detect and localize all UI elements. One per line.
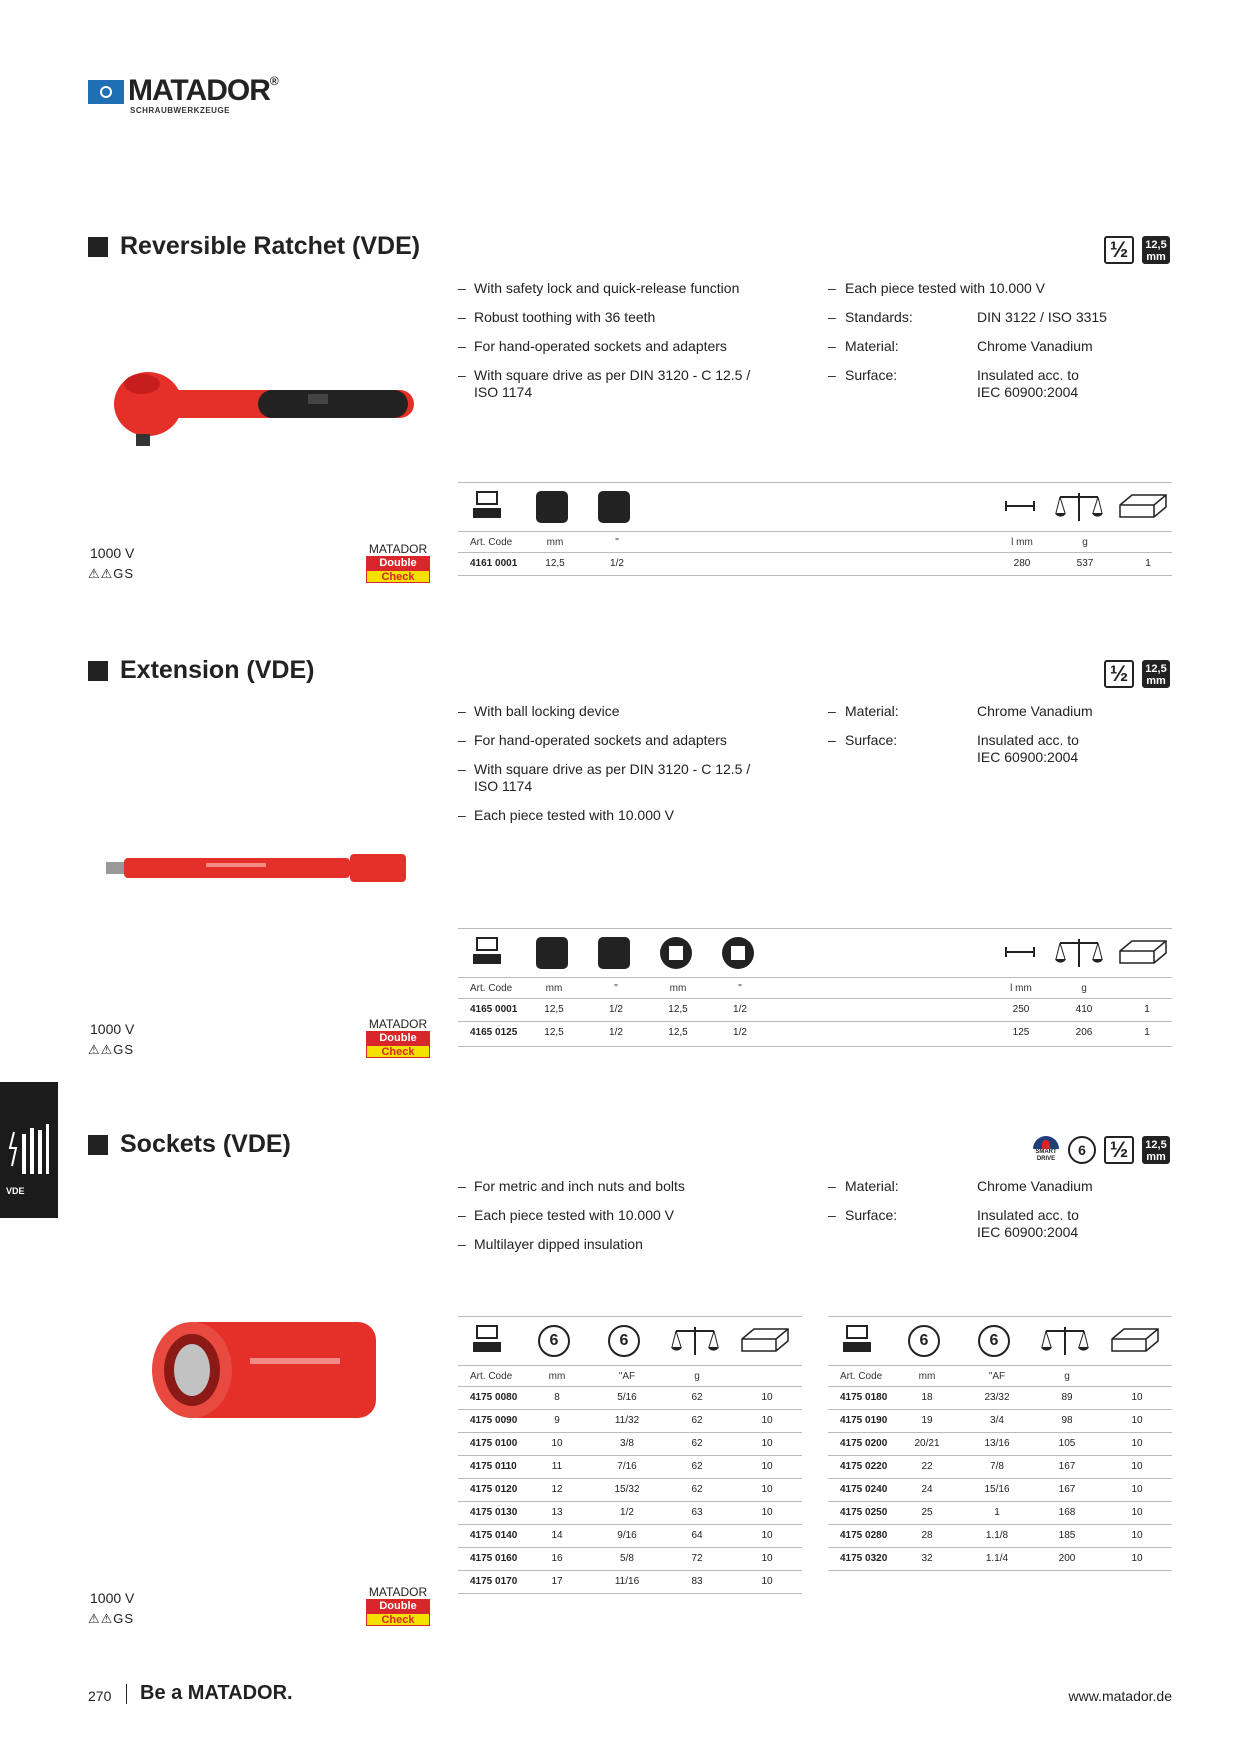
sockets-spec-material-value: Chrome Vanadium — [977, 1178, 1093, 1194]
ratchet-table — [458, 482, 1172, 576]
table-row[interactable]: 4175 0220 22 7/8 167 10 — [828, 1456, 1172, 1479]
sockets-spec-material-label: – Material: — [828, 1178, 899, 1194]
length-icon — [1005, 501, 1035, 511]
table-row[interactable]: 4165 0125 12,5 1/2 12,5 1/2 125 206 1 — [458, 1022, 1172, 1047]
table-icon-row — [828, 1317, 1172, 1366]
table-row[interactable]: 4175 0130 13 1/2 63 10 — [458, 1502, 802, 1525]
laptop-icon — [476, 491, 500, 521]
table-body — [458, 1387, 802, 1594]
table-body — [828, 1387, 1172, 1571]
length-icon — [1005, 947, 1035, 957]
brand-logo — [88, 74, 308, 118]
table-row[interactable]: 4161 0001 12,5 1/2 280 537 1 — [458, 553, 1172, 576]
extension-title: Extension (VDE) — [88, 656, 314, 685]
table-header: Art. Code mm "AF g — [828, 1366, 1172, 1387]
mm-badge: 12,5 mm — [1142, 1136, 1170, 1164]
smart-drive-badge: SMART DRIVE — [1032, 1136, 1060, 1164]
bullet: – Multilayer dipped insulation — [458, 1236, 643, 1252]
bullet-cont: ISO 1174 — [474, 384, 533, 400]
weight-scale-icon — [670, 1325, 720, 1359]
title-square-icon — [88, 237, 108, 257]
voltage-label: 1000 V — [90, 545, 135, 561]
square-socket-icon — [660, 937, 692, 969]
table-row[interactable]: 4175 0090 9 11/32 62 10 — [458, 1410, 802, 1433]
sockets-spec-surface-value: Insulated acc. to IEC 60900:2004 — [977, 1207, 1079, 1240]
sockets-bullets — [458, 1178, 798, 1253]
extension-table — [458, 928, 1172, 1047]
laptop-icon — [476, 937, 500, 967]
title-square-icon — [88, 1135, 108, 1155]
table-icon-row — [458, 1317, 802, 1366]
cert-icons: ⚠⚠GS — [88, 566, 135, 581]
bullet: – Each piece tested with 10.000 V — [458, 1207, 675, 1223]
ratchet-spec-material-value: Chrome Vanadium — [977, 338, 1093, 354]
tools-icon — [8, 1120, 52, 1178]
laptop-icon — [846, 1325, 870, 1355]
table-row[interactable]: 4175 0240 24 15/16 167 10 — [828, 1479, 1172, 1502]
cert-icons: ⚠⚠GS — [88, 1042, 135, 1057]
ratchet-spec-surface-label: – Surface: — [828, 367, 898, 383]
weight-scale-icon — [1054, 937, 1104, 971]
page-number: 270 — [88, 1688, 112, 1704]
table-header: Art. Code mm "AF g — [458, 1366, 802, 1387]
cert-icons: ⚠⚠GS — [88, 1611, 135, 1626]
table-row[interactable]: 4175 0280 28 1.1/8 185 10 — [828, 1525, 1172, 1548]
bullet: – With square drive as per DIN 3120 - C 12.5 / — [458, 367, 751, 383]
double-check-badge: MATADOR Double Check — [366, 542, 430, 583]
ratchet-spec-material-label: – Material: — [828, 338, 899, 354]
sockets-spec-surface-label: – Surface: — [828, 1207, 898, 1223]
hex-socket-icon: 6 — [538, 1325, 570, 1357]
bullet: – With safety lock and quick-release function — [458, 280, 740, 296]
table-row[interactable]: 4175 0250 25 1 168 10 — [828, 1502, 1172, 1525]
bullet: – With ball locking device — [458, 703, 620, 719]
voltage-label: 1000 V — [90, 1021, 135, 1037]
smart-drive-icon — [1033, 1136, 1059, 1149]
table-row[interactable]: 4175 0120 12 15/32 62 10 — [458, 1479, 802, 1502]
table-row[interactable]: 4175 0180 18 23/32 89 10 — [828, 1387, 1172, 1410]
hex-six-badge: 6 — [1068, 1136, 1096, 1164]
side-tab-label: VDE — [6, 1186, 25, 1196]
table-icon-row — [458, 929, 1172, 978]
extension-image — [106, 850, 416, 886]
footer-slogan: Be a MATADOR. — [140, 1682, 293, 1704]
hex-socket-icon: 6 — [608, 1325, 640, 1357]
hex-socket-icon: 6 — [978, 1325, 1010, 1357]
brand-name: MATADOR — [128, 74, 270, 107]
ratchet-title: Reversible Ratchet (VDE) — [88, 232, 420, 261]
table-row[interactable]: 4175 0080 8 5/16 62 10 — [458, 1387, 802, 1410]
bullet-cont: ISO 1174 — [474, 778, 533, 794]
table-row[interactable]: 4175 0320 32 1.1/4 200 10 — [828, 1548, 1172, 1571]
square-drive-icon — [598, 491, 630, 523]
table-row[interactable]: 4175 0160 16 5/8 72 10 — [458, 1548, 802, 1571]
ratchet-bullets — [458, 280, 798, 401]
double-check-badge: MATADOR Double Check — [366, 1585, 430, 1626]
title-square-icon — [88, 661, 108, 681]
weight-scale-icon — [1054, 491, 1104, 525]
table-row[interactable]: 4175 0100 10 3/8 62 10 — [458, 1433, 802, 1456]
vde-side-tab[interactable] — [0, 1082, 58, 1218]
half-inch-badge: ½ — [1104, 1136, 1134, 1164]
weight-scale-icon — [1040, 1325, 1090, 1359]
footer-divider — [126, 1684, 127, 1704]
extension-bullets — [458, 703, 798, 824]
double-check-badge: MATADOR Double Check — [366, 1017, 430, 1058]
square-drive-icon — [536, 937, 568, 969]
mm-badge: 12,5 mm — [1142, 236, 1170, 264]
ratchet-spec-tested: – Each piece tested with 10.000 V — [828, 280, 1046, 296]
ratchet-spec-standards-label: – Standards: — [828, 309, 913, 325]
bullet: – For hand-operated sockets and adapters — [458, 338, 727, 354]
square-drive-icon — [598, 937, 630, 969]
table-row[interactable]: 4175 0140 14 9/16 64 10 — [458, 1525, 802, 1548]
ratchet-image — [108, 360, 418, 460]
square-drive-icon — [536, 491, 568, 523]
table-row[interactable]: 4175 0190 19 3/4 98 10 — [828, 1410, 1172, 1433]
brand-sub: SCHRAUBWERKZEUGE — [130, 106, 230, 115]
logo-mark-icon — [88, 80, 124, 104]
table-row[interactable]: 4175 0200 20/21 13/16 105 10 — [828, 1433, 1172, 1456]
table-row[interactable]: 4175 0110 11 7/16 62 10 — [458, 1456, 802, 1479]
sockets-title: Sockets (VDE) — [88, 1130, 291, 1159]
socket-image — [150, 1318, 380, 1422]
table-header: Art. Code mm " l mm g — [458, 532, 1172, 553]
ratchet-spec-surface-value: Insulated acc. to IEC 60900:2004 — [977, 367, 1079, 400]
extension-spec-surface-value: Insulated acc. to IEC 60900:2004 — [977, 732, 1079, 765]
bullet: – With square drive as per DIN 3120 - C 12.5 / — [458, 761, 751, 777]
extension-spec-surface-label: – Surface: — [828, 732, 898, 748]
bullet: – For hand-operated sockets and adapters — [458, 732, 727, 748]
brand-reg: ® — [269, 74, 278, 88]
bullet: – Each piece tested with 10.000 V — [458, 807, 675, 823]
half-inch-badge: ½ — [1104, 236, 1134, 264]
table-row[interactable]: 4175 0170 17 11/16 83 10 — [458, 1571, 802, 1594]
package-box-icon — [1118, 491, 1168, 521]
extension-spec-material-label: – Material: — [828, 703, 899, 719]
sockets-table-right — [828, 1316, 1172, 1571]
bullet: – For metric and inch nuts and bolts — [458, 1178, 685, 1194]
ratchet-spec-standards-value: DIN 3122 / ISO 3315 — [977, 309, 1107, 325]
extension-spec-material-value: Chrome Vanadium — [977, 703, 1093, 719]
laptop-icon — [476, 1325, 500, 1355]
sockets-table-left — [458, 1316, 802, 1594]
half-inch-badge: ½ — [1104, 660, 1134, 688]
table-row[interactable]: 4165 0001 12,5 1/2 12,5 1/2 250 410 1 — [458, 999, 1172, 1022]
package-box-icon — [1110, 1325, 1160, 1355]
hex-socket-icon: 6 — [908, 1325, 940, 1357]
square-socket-icon — [722, 937, 754, 969]
bullet: – Robust toothing with 36 teeth — [458, 309, 656, 325]
mm-badge: 12,5 mm — [1142, 660, 1170, 688]
table-header: Art. Code mm " mm " l mm g — [458, 978, 1172, 999]
package-box-icon — [740, 1325, 790, 1355]
voltage-label: 1000 V — [90, 1590, 135, 1606]
package-box-icon — [1118, 937, 1168, 967]
table-icon-row — [458, 483, 1172, 532]
footer-website[interactable]: www.matador.de — [1068, 1688, 1172, 1704]
